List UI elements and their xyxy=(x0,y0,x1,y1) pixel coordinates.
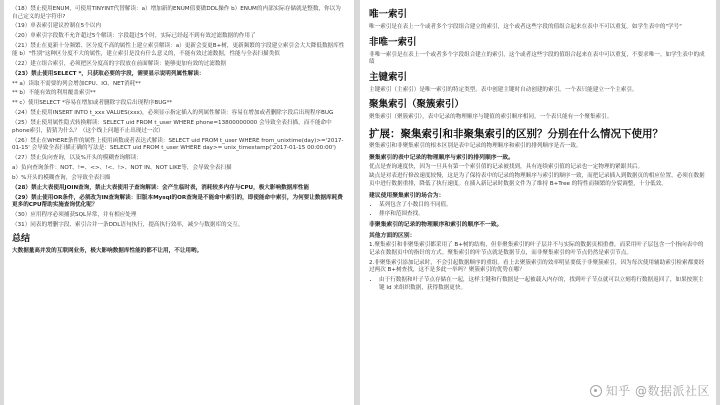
rule-line: （20）单索引字段数不允许超过5个解读：字段超过5个时，实际已经起不到有效过滤数据的作用了 xyxy=(12,33,256,40)
nonunique-index-text: 非唯一索引是在表上一个或者多个字段组合建立的索引，这个或者这些字段的值组合起来在表中可以重复，不要求唯一。如学生表中的成绩 xyxy=(369,51,705,66)
list-item: • 排序和范围查找。 xyxy=(379,211,707,219)
unique-index-text: 唯一索引是在表上一个或者多个字段组合建立的索引，这个或者这些字段的值组合起来在表中不可以重复。如学生表中的"学号" xyxy=(369,24,682,30)
rule-line: （25）禁止使用属性隐式转换解读：SELECT uid FROM t_user WHERE phone=13800000000 会导致全表扫描，而不能命中phone索引，猜猜为什么？（这个线上问题不止出现过一次） xyxy=(12,120,332,134)
extension-heading: 扩展：聚集索引和非聚集索引的区别？分别在什么情况下使用？ xyxy=(369,127,663,140)
extension-intro: 聚集索引和非聚集索引的根本区别是表中记录的物理顺序和索引的排列顺序是否一致。 xyxy=(369,142,582,149)
rule-line: （30）应用程序必须捕获SQL异常，并有相应处理 xyxy=(12,212,137,219)
clustered-pros: 优点是查询速度快，因为一旦具有第一个索引值的记录被找到，具有连续索引值的记录也一定物理的紧跟其后。 xyxy=(369,163,644,170)
rule-line: ** b）不能有效的利用覆盖索引** xyxy=(12,90,96,97)
rule-line: （21）禁止在更新十分频繁、区分度不高的属性上建立索引解读：a）更新会变更B+树，更新频繁的字段建立索引会大大降低数据库性能 b）"性别"这种区分度不大的属性，建立索引是没有什么意义的，不能有效过滤数据，性能与全表扫描类似 xyxy=(12,43,345,57)
diff-paragraph-1: 1.聚集索引和非聚集索引都采用了 B+树的结构，但非聚集索引的叶子层并不与实际的数据页相重叠，而采用叶子层包含一个指向表中的记录在数据页中的指针的方式。聚集索引的叶节点就是数据节点，而非聚集索引的叶节点仍然是索引节点。 xyxy=(369,242,704,256)
usage-list xyxy=(379,202,707,219)
usage-subheading: 建议使用聚集索引的场合为： xyxy=(369,192,445,199)
summary-heading: 总结 xyxy=(12,233,31,244)
rule-line: a）负向查询条件：NOT、!=、<>、!<、!>、NOT IN、NOT LIKE等，会导致全表扫描 xyxy=(12,164,232,171)
rule-list xyxy=(12,6,346,230)
rule-line-bold: （28）禁止大表使用JOIN查询，禁止大表使用子查询解读：会产生临时表，消耗较多内存与CPU，极大影响数据库性能 xyxy=(12,184,310,191)
left-page xyxy=(4,0,354,405)
primary-index-heading: 主键索引 xyxy=(369,71,408,83)
rule-line: （22）建立组合索引，必须把区分度高的字段放在前面解读：能够更加有效的过滤数据 xyxy=(12,60,227,67)
watermark-text: 知乎 @数据派社区 xyxy=(605,384,710,398)
clustered-cons: 缺点是对表进行修改速度较慢，这是为了保持表中的记录的物理顺序与索引的顺序一致，而把记录插入到数据页的相应位置，必须在数据页中进行数据重排，降低了执行速度。在插入新记录时数据文件为了维持 B+Tree 的特性而频繁的分裂调整，十分低效。 xyxy=(369,173,705,188)
right-page xyxy=(360,0,716,405)
rule-line: （24）禁止使用INSERT INTO t_xxx VALUES(xxx)，必须显示指定插入的列属性解读：容易在增加或者删除字段后出现程序BUG xyxy=(12,110,334,117)
summary-text: 大数据量高并发的互联网业务，极大影响数据库性能的都不让用，不让用哟。 xyxy=(12,247,203,254)
rule-line-bold: （23）禁止使用SELECT *，只获取必要的字段，需要显示说明列属性解读： xyxy=(12,70,205,77)
zhihu-logo-icon xyxy=(590,385,602,397)
nonunique-index-heading: 非唯一索引 xyxy=(369,36,417,48)
rule-line: （26）禁止在WHERE条件的属性上使用函数或者表达式解读：SELECT uid FROM t_user WHERE from_unixtime(day)>='2017-01-15' 会导致全表扫描正确的写法是：SELECT uid FROM t_user WHERE day>= unix_timestamp('2017-01-15 00:00:00') xyxy=(12,137,344,152)
watermark xyxy=(590,382,710,399)
rule-line: （18）禁止使用ENUM，可使用TINYINT代替解读：a）增加新的ENUM值要做DDL操作 b）ENUM的内部实际存储就是整数，你以为自己定义的是字符串? xyxy=(12,6,341,20)
rule-line: b）%开头的模糊查询，会导致全表扫描 xyxy=(12,174,111,181)
rule-line: ** a）读取不需要的列会增加CPU、IO、NET消耗** xyxy=(12,80,141,87)
diff-paragraph-2: 2.非聚集索引添加记录时，不会引起数据顺序的重组。看上去聚簇索引的效率明显要低于非聚簇索引，因为每次使用辅助索引检索都要经过两次 B+树查找，这不是多此一举吗？聚簇索引的优势在哪？ xyxy=(369,259,705,274)
primary-index-text: 主键索引（主索引）是唯一索引的特定类型。表中创建主键时自动创建的索引。一个表只能建立一个主索引。 xyxy=(369,86,638,93)
list-item: • 由于行数据和叶子节点存储在一起，这样主键和行数据是一起被载入内存的，找到叶子节点就可以立刻将行数据返回了，如果按照主键 Id 来组织数据，获得数据更快。 xyxy=(379,277,707,292)
rule-line: （19）单表索引建议控制在5个以内 xyxy=(12,23,101,30)
rule-line-bold: （29）禁止使用OR条件，必须改为IN查询解读：旧版本Mysql的OR查询是不能命中索引的，即使能命中索引，为何要让数据库耗费更多的CPU帮助实施查询优化呢？ xyxy=(12,194,343,209)
clustered-index-heading: 聚集索引（聚簇索引） xyxy=(369,99,465,111)
advantage-list xyxy=(379,277,707,292)
rule-line: （31）同表的增删字段、索引合并一条DDL语句执行，提高执行效率，减少与数据库的交互。 xyxy=(12,222,244,228)
clustered-index-text: 聚集索引（聚簇索引），表中记录的物理顺序与键值的索引顺序相同。一个表只能有一个聚集索引。 xyxy=(369,114,613,121)
rule-line: （27）禁止负向查询，以及%开头的模糊查询解读： xyxy=(12,155,142,162)
clustered-subheading: 聚集索引的表中记录的物理顺序与索引的排列顺序一致。 xyxy=(369,154,514,161)
other-diff-subheading: 其他方面的区别： xyxy=(369,233,416,240)
nonclustered-subheading: 非聚集索引的记录的物理顺序和索引的顺序不一致。 xyxy=(369,222,503,229)
unique-index-heading: 唯一索引 xyxy=(369,9,408,20)
list-item: • 某列包含了小数目的不同值。 xyxy=(379,202,707,210)
rule-line: ** c）使用SELECT *容易在增加或者删除字段后出现程序BUG** xyxy=(12,100,173,107)
